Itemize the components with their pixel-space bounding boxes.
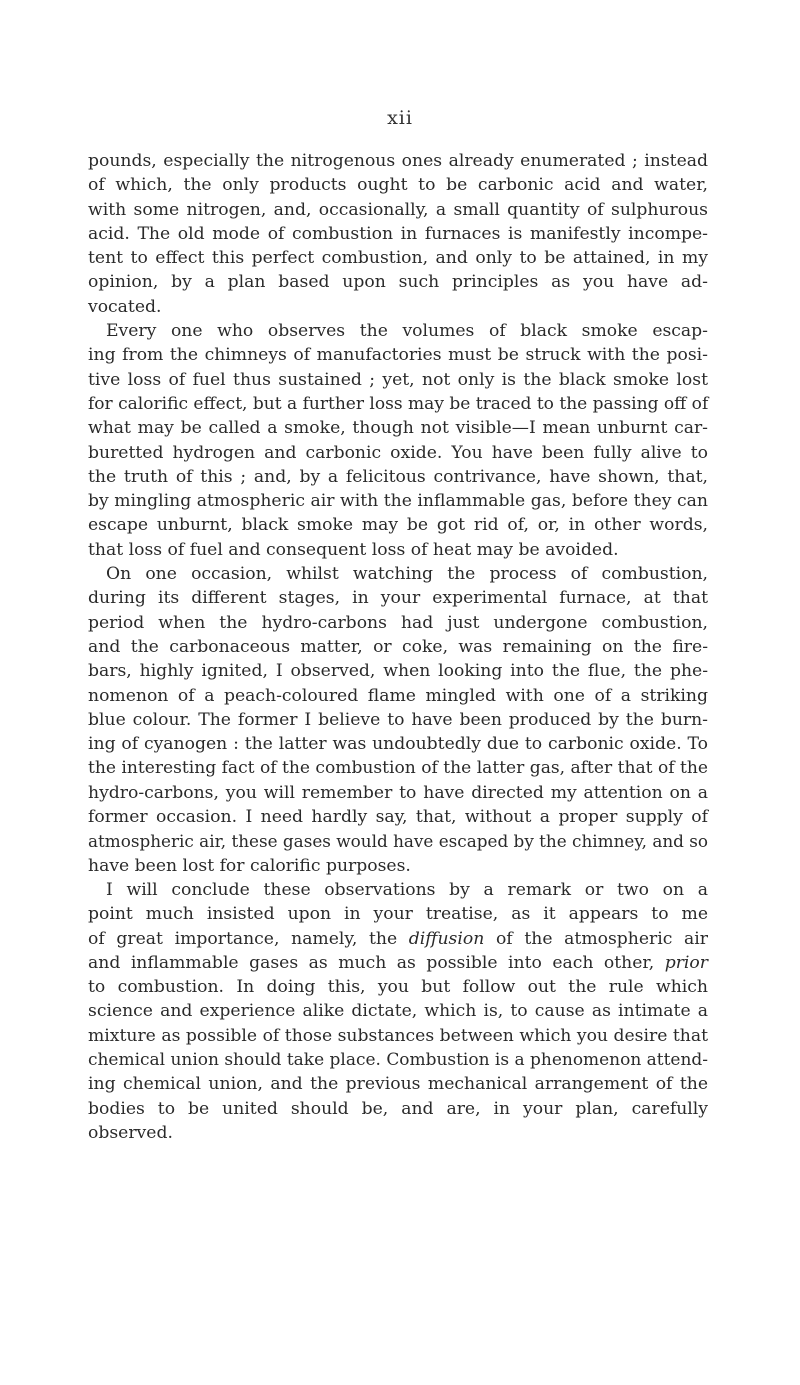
text-fragment: of the atmospheric air	[484, 928, 708, 949]
text-line: bars, highly ignited, I observed, when looking into the flue, the phe-	[88, 661, 708, 682]
text-fragment: and inflammable gases as much as possible into each other,	[88, 952, 665, 973]
text-line: On one occasion, whilst watching the process of combustion,	[106, 564, 708, 585]
text-line: observed.	[88, 1122, 173, 1143]
text-line: for calorific effect, but a further loss may be traced to the passing off of	[88, 393, 709, 414]
text-line: buretted hydrogen and carbonic oxide. You have been fully alive to	[88, 442, 708, 463]
text-line	[88, 927, 708, 951]
text-line: tent to effect this perfect combustion, and only to be attained, in my	[88, 248, 708, 269]
text-line: by mingling atmospheric air with the inflammable gas, before they can	[88, 491, 708, 512]
text-fragment: of great importance, namely, the	[88, 928, 409, 949]
text-line: hydro-carbons, you will remember to have directed my attention on a	[88, 782, 708, 803]
text-line: I will conclude these observations by a remark or two on a	[106, 879, 708, 900]
paragraph-1	[88, 149, 708, 319]
emphasis-diffusion: diffusion	[408, 928, 485, 949]
text-line: that loss of fuel and consequent loss of heat may be avoided.	[88, 539, 619, 560]
text-line: mixture as possible of those substances between which you desire that	[88, 1025, 708, 1046]
text-line: bodies to be united should be, and are, in your plan, carefully	[88, 1098, 708, 1119]
text-line: Every one who observes the volumes of black smoke escap-	[106, 321, 708, 342]
text-line: escape unburnt, black smoke may be got rid of, or, in other words,	[88, 515, 708, 536]
text-line: the truth of this ; and, by a felicitous contrivance, have shown, that,	[88, 466, 708, 487]
text-line: ing from the chimneys of manufactories must be struck with the posi-	[88, 345, 708, 366]
page-number: xii	[387, 107, 413, 129]
text-line: acid. The old mode of combustion in furnaces is manifestly incompe-	[88, 223, 708, 244]
text-line: nomenon of a peach-coloured flame mingled with one of a striking	[88, 685, 708, 706]
text-body	[88, 149, 708, 1145]
text-line: during its different stages, in your experimental furnace, at that	[88, 588, 708, 609]
text-line: what may be called a smoke, though not visible—I mean unburnt car-	[88, 418, 708, 439]
text-line: the interesting fact of the combustion of the latter gas, after that of the	[88, 758, 708, 779]
emphasis-prior: prior	[664, 952, 708, 973]
paragraph-3	[88, 562, 708, 878]
text-line: period when the hydro-carbons had just undergone combustion,	[88, 612, 708, 633]
paragraph-4	[88, 878, 708, 1145]
text-line: pounds, especially the nitrogenous ones already enumerated ; instead	[88, 151, 708, 171]
text-line: to combustion. In doing this, you but follow out the rule which	[88, 977, 708, 998]
text-line: vocated.	[88, 296, 162, 317]
text-line: have been lost for calorific purposes.	[88, 855, 411, 876]
text-line: blue colour. The former I believe to have been produced by the burn-	[88, 709, 708, 730]
text-line: tive loss of fuel thus sustained ; yet, not only is the black smoke lost	[88, 369, 708, 390]
text-line: point much insisted upon in your treatise, as it appears to me	[88, 904, 708, 925]
text-line: former occasion. I need hardly say, that, without a proper supply of	[88, 807, 708, 828]
text-line: opinion, by a plan based upon such principles as you have ad-	[88, 272, 708, 293]
text-line: of which, the only products ought to be carbonic acid and water,	[88, 175, 708, 196]
text-line: ing of cyanogen : the latter was undoubtedly due to carbonic oxide. To	[88, 734, 708, 755]
text-line: atmospheric air, these gases would have escaped by the chimney, and so	[88, 831, 709, 852]
text-line: chemical union should take place. Combustion is a phenomenon attend-	[88, 1049, 708, 1070]
text-line: and the carbonaceous matter, or coke, was remaining on the fire-	[88, 636, 708, 657]
paragraph-2	[88, 319, 708, 562]
text-line	[88, 951, 708, 975]
text-line: with some nitrogen, and, occasionally, a small quantity of sulphurous	[88, 199, 708, 220]
text-line: ing chemical union, and the previous mechanical arrangement of the	[88, 1074, 708, 1095]
text-line: science and experience alike dictate, which is, to cause as intimate a	[88, 1001, 708, 1022]
